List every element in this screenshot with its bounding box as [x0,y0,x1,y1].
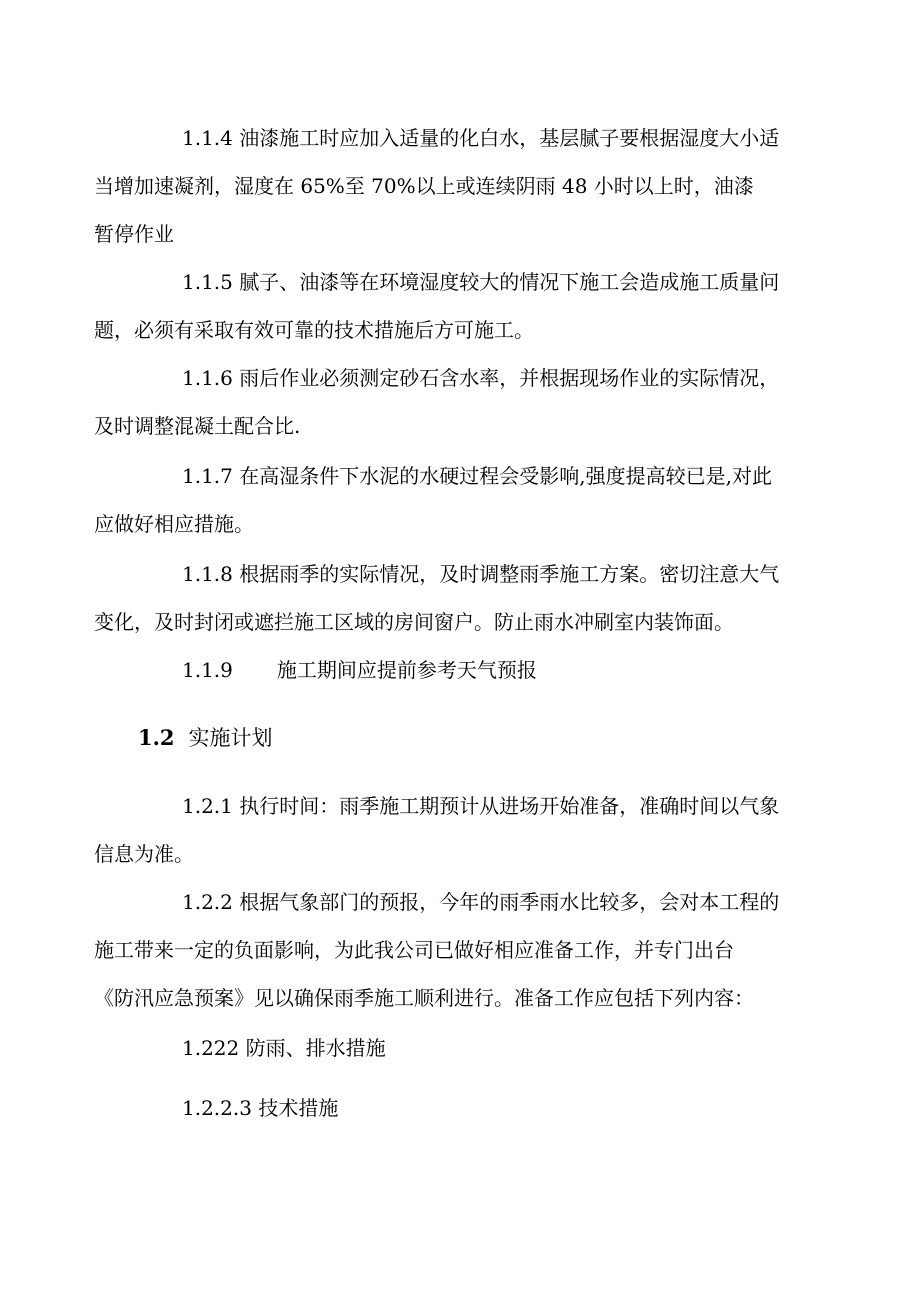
paragraph-1-1-5 [94,258,793,354]
text-line: 1.1.6 雨后作业必须测定砂石含水率，并根据现场作业的实际情况， [182,366,780,390]
text-line: 1.1.8 根据雨季的实际情况，及时调整雨季施工方案。密切注意大气 [182,562,780,586]
text-line: 1.222 防雨、排水措施 [182,1036,386,1060]
text-line: 1.1.7 在高湿条件下水泥的水硬过程会受影响,强度提高较已是,对此 [182,464,772,488]
text-line: 及时调整混凝土配合比. [94,414,301,438]
text-line: 1.1.5 腻子、油漆等在环境湿度较大的情况下施工会造成施工质量问 [182,270,780,294]
paragraph-1-1-8 [94,550,793,646]
text-line: 变化，及时封闭或遮拦施工区域的房间窗户。防止雨水冲刷室内装饰面。 [94,610,734,634]
section-number: 1.2 [138,725,175,750]
text-line: 1.2.1 执行时间：雨季施工期预计从进场开始准备，准确时间以气象 [182,794,780,818]
item-1-2-2-2 [138,1024,793,1072]
text-line: 《防汛应急预案》见以确保雨季施工顺利进行。准备工作应包括下列内容： [94,986,754,1010]
paragraph-1-1-6 [94,354,793,450]
text-line: 题，必须有采取有效可靠的技术措施后方可施工。 [94,318,534,342]
paragraph-1-2-2 [94,878,793,1022]
paragraph-1-1-9 [138,646,793,694]
text-line: 暂停作业 [94,222,174,246]
paragraph-1-1-7 [94,452,793,548]
section-heading [138,714,273,762]
text-line: 信息为准。 [94,842,194,866]
text-line: 当增加速凝剂，湿度在 65%至 70%以上或连续阴雨 48 小时以上时，油漆 [94,174,754,198]
item-1-2-2-3 [138,1084,793,1132]
paragraph-1-1-4 [94,114,793,258]
text-line: 1.1.4 油漆施工时应加入适量的化白水，基层腻子要根据湿度大小适 [182,126,780,150]
paragraph-1-2-1 [94,782,793,878]
text-line: 1.2.2.3 技术措施 [182,1096,339,1120]
item-text: 施工期间应提前参考天气预报 [276,658,537,682]
text-line: 施工带来一定的负面影响，为此我公司已做好相应准备工作，并专门出台 [94,938,734,962]
text-line: 应做好相应措施。 [94,512,254,536]
text-line: 1.2.2 根据气象部门的预报，今年的雨季雨水比较多，会对本工程的 [182,890,780,914]
section-title: 实施计划 [188,726,273,750]
item-number: 1.1.9 [182,658,233,682]
